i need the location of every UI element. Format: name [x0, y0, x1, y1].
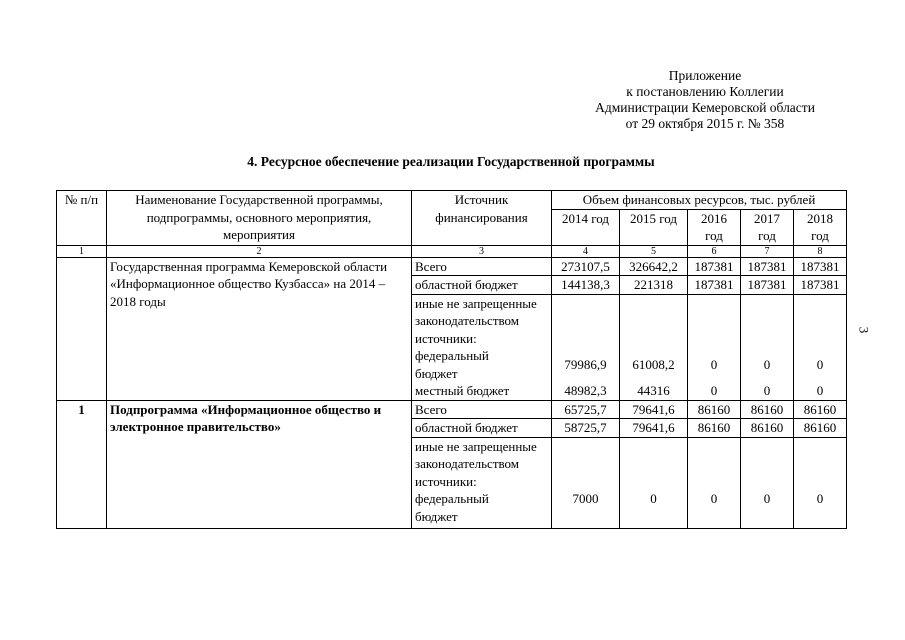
funding-source: областной бюджет: [412, 276, 552, 295]
value-cell: 86160: [794, 400, 847, 419]
value-cell: 86160: [688, 419, 741, 438]
header-year: 2017 год: [741, 209, 794, 245]
value-cell: 86160: [688, 400, 741, 419]
value-cell: 58725,7: [552, 419, 620, 438]
value-cell: 0: [688, 490, 741, 529]
column-index: 8: [794, 245, 847, 257]
value-cell: [552, 437, 620, 490]
row-number: [57, 257, 107, 400]
funding-source-text: федеральный бюджет: [415, 491, 489, 524]
value-cell: 0: [741, 382, 794, 400]
value-cell: [741, 437, 794, 490]
value-cell: 0: [794, 490, 847, 529]
value-cell: 79641,6: [620, 400, 688, 419]
column-index: 3: [412, 245, 552, 257]
value-cell: [688, 437, 741, 490]
value-cell: 44316: [620, 382, 688, 400]
funding-source-text: федеральный бюджет: [415, 348, 489, 381]
funding-source: Всего: [412, 257, 552, 276]
column-index: 1: [57, 245, 107, 257]
value-cell: [552, 294, 620, 347]
value-cell: 86160: [741, 400, 794, 419]
appendix-header: [560, 68, 850, 132]
value-cell: 0: [741, 347, 794, 382]
table-row: [57, 257, 847, 276]
header-name: Наименование Государственной программы, подпрограммы, основного мероприятия, мероприятия: [107, 191, 412, 246]
value-cell: 187381: [688, 257, 741, 276]
value-cell: 79986,9: [552, 347, 620, 382]
value-cell: 0: [794, 347, 847, 382]
funding-source: [412, 490, 552, 529]
funding-source: иные не запрещенные законодательством источники:: [412, 437, 552, 490]
value-cell: [688, 294, 741, 347]
value-cell: [741, 294, 794, 347]
value-cell: 187381: [794, 257, 847, 276]
value-cell: 0: [794, 382, 847, 400]
value-cell: 86160: [794, 419, 847, 438]
header-year: 2014 год: [552, 209, 620, 245]
row-number: 1: [57, 400, 107, 529]
value-cell: 65725,7: [552, 400, 620, 419]
header-volume: Объем финансовых ресурсов, тыс. рублей: [552, 191, 847, 210]
value-cell: 79641,6: [620, 419, 688, 438]
header-row: [57, 191, 847, 210]
table-row: [57, 400, 847, 419]
value-cell: [794, 294, 847, 347]
column-index: 7: [741, 245, 794, 257]
appendix-line: Администрации Кемеровской области: [595, 100, 815, 115]
appendix-line: Приложение: [668, 68, 742, 83]
funding-source: иные не запрещенные законодательством источники:: [412, 294, 552, 347]
program-name: Государственная программа Кемеровской области «Информационное общество Кузбасса» на 2014 – 2018 годы: [107, 257, 412, 400]
value-cell: 0: [688, 382, 741, 400]
value-cell: 0: [620, 490, 688, 529]
column-index: 2: [107, 245, 412, 257]
value-cell: 48982,3: [552, 382, 620, 400]
column-index: 4: [552, 245, 620, 257]
value-cell: [794, 437, 847, 490]
value-cell: 144138,3: [552, 276, 620, 295]
column-index: 5: [620, 245, 688, 257]
value-cell: 221318: [620, 276, 688, 295]
header-year: 2018 год: [794, 209, 847, 245]
appendix-line: к постановлению Коллегии: [626, 84, 784, 99]
value-cell: 86160: [741, 419, 794, 438]
value-cell: 273107,5: [552, 257, 620, 276]
header-year: 2015 год: [620, 209, 688, 245]
value-cell: 187381: [688, 276, 741, 295]
value-cell: 0: [741, 490, 794, 529]
value-cell: 61008,2: [620, 347, 688, 382]
value-cell: 187381: [794, 276, 847, 295]
appendix-line: от 29 октября 2015 г. № 358: [625, 116, 785, 131]
value-cell: 326642,2: [620, 257, 688, 276]
funding-source: областной бюджет: [412, 419, 552, 438]
column-index-row: [57, 245, 847, 257]
subprogram-name: Подпрограмма «Информационное общество и электронное правительство»: [107, 400, 412, 529]
page-number: 3: [856, 326, 872, 334]
value-cell: 187381: [741, 276, 794, 295]
value-cell: [620, 294, 688, 347]
value-cell: 187381: [741, 257, 794, 276]
funding-source: местный бюджет: [412, 382, 552, 400]
value-cell: [620, 437, 688, 490]
document-title: 4. Ресурсное обеспечение реализации Государственной программы: [247, 154, 655, 169]
header-source: Источник финансирования: [412, 191, 552, 246]
header-num: № п/п: [57, 191, 107, 246]
resource-table: [56, 190, 847, 529]
value-cell: 7000: [552, 490, 620, 529]
header-year: 2016 год: [688, 209, 741, 245]
funding-source: [412, 347, 552, 382]
value-cell: 0: [688, 347, 741, 382]
funding-source: Всего: [412, 400, 552, 419]
column-index: 6: [688, 245, 741, 257]
